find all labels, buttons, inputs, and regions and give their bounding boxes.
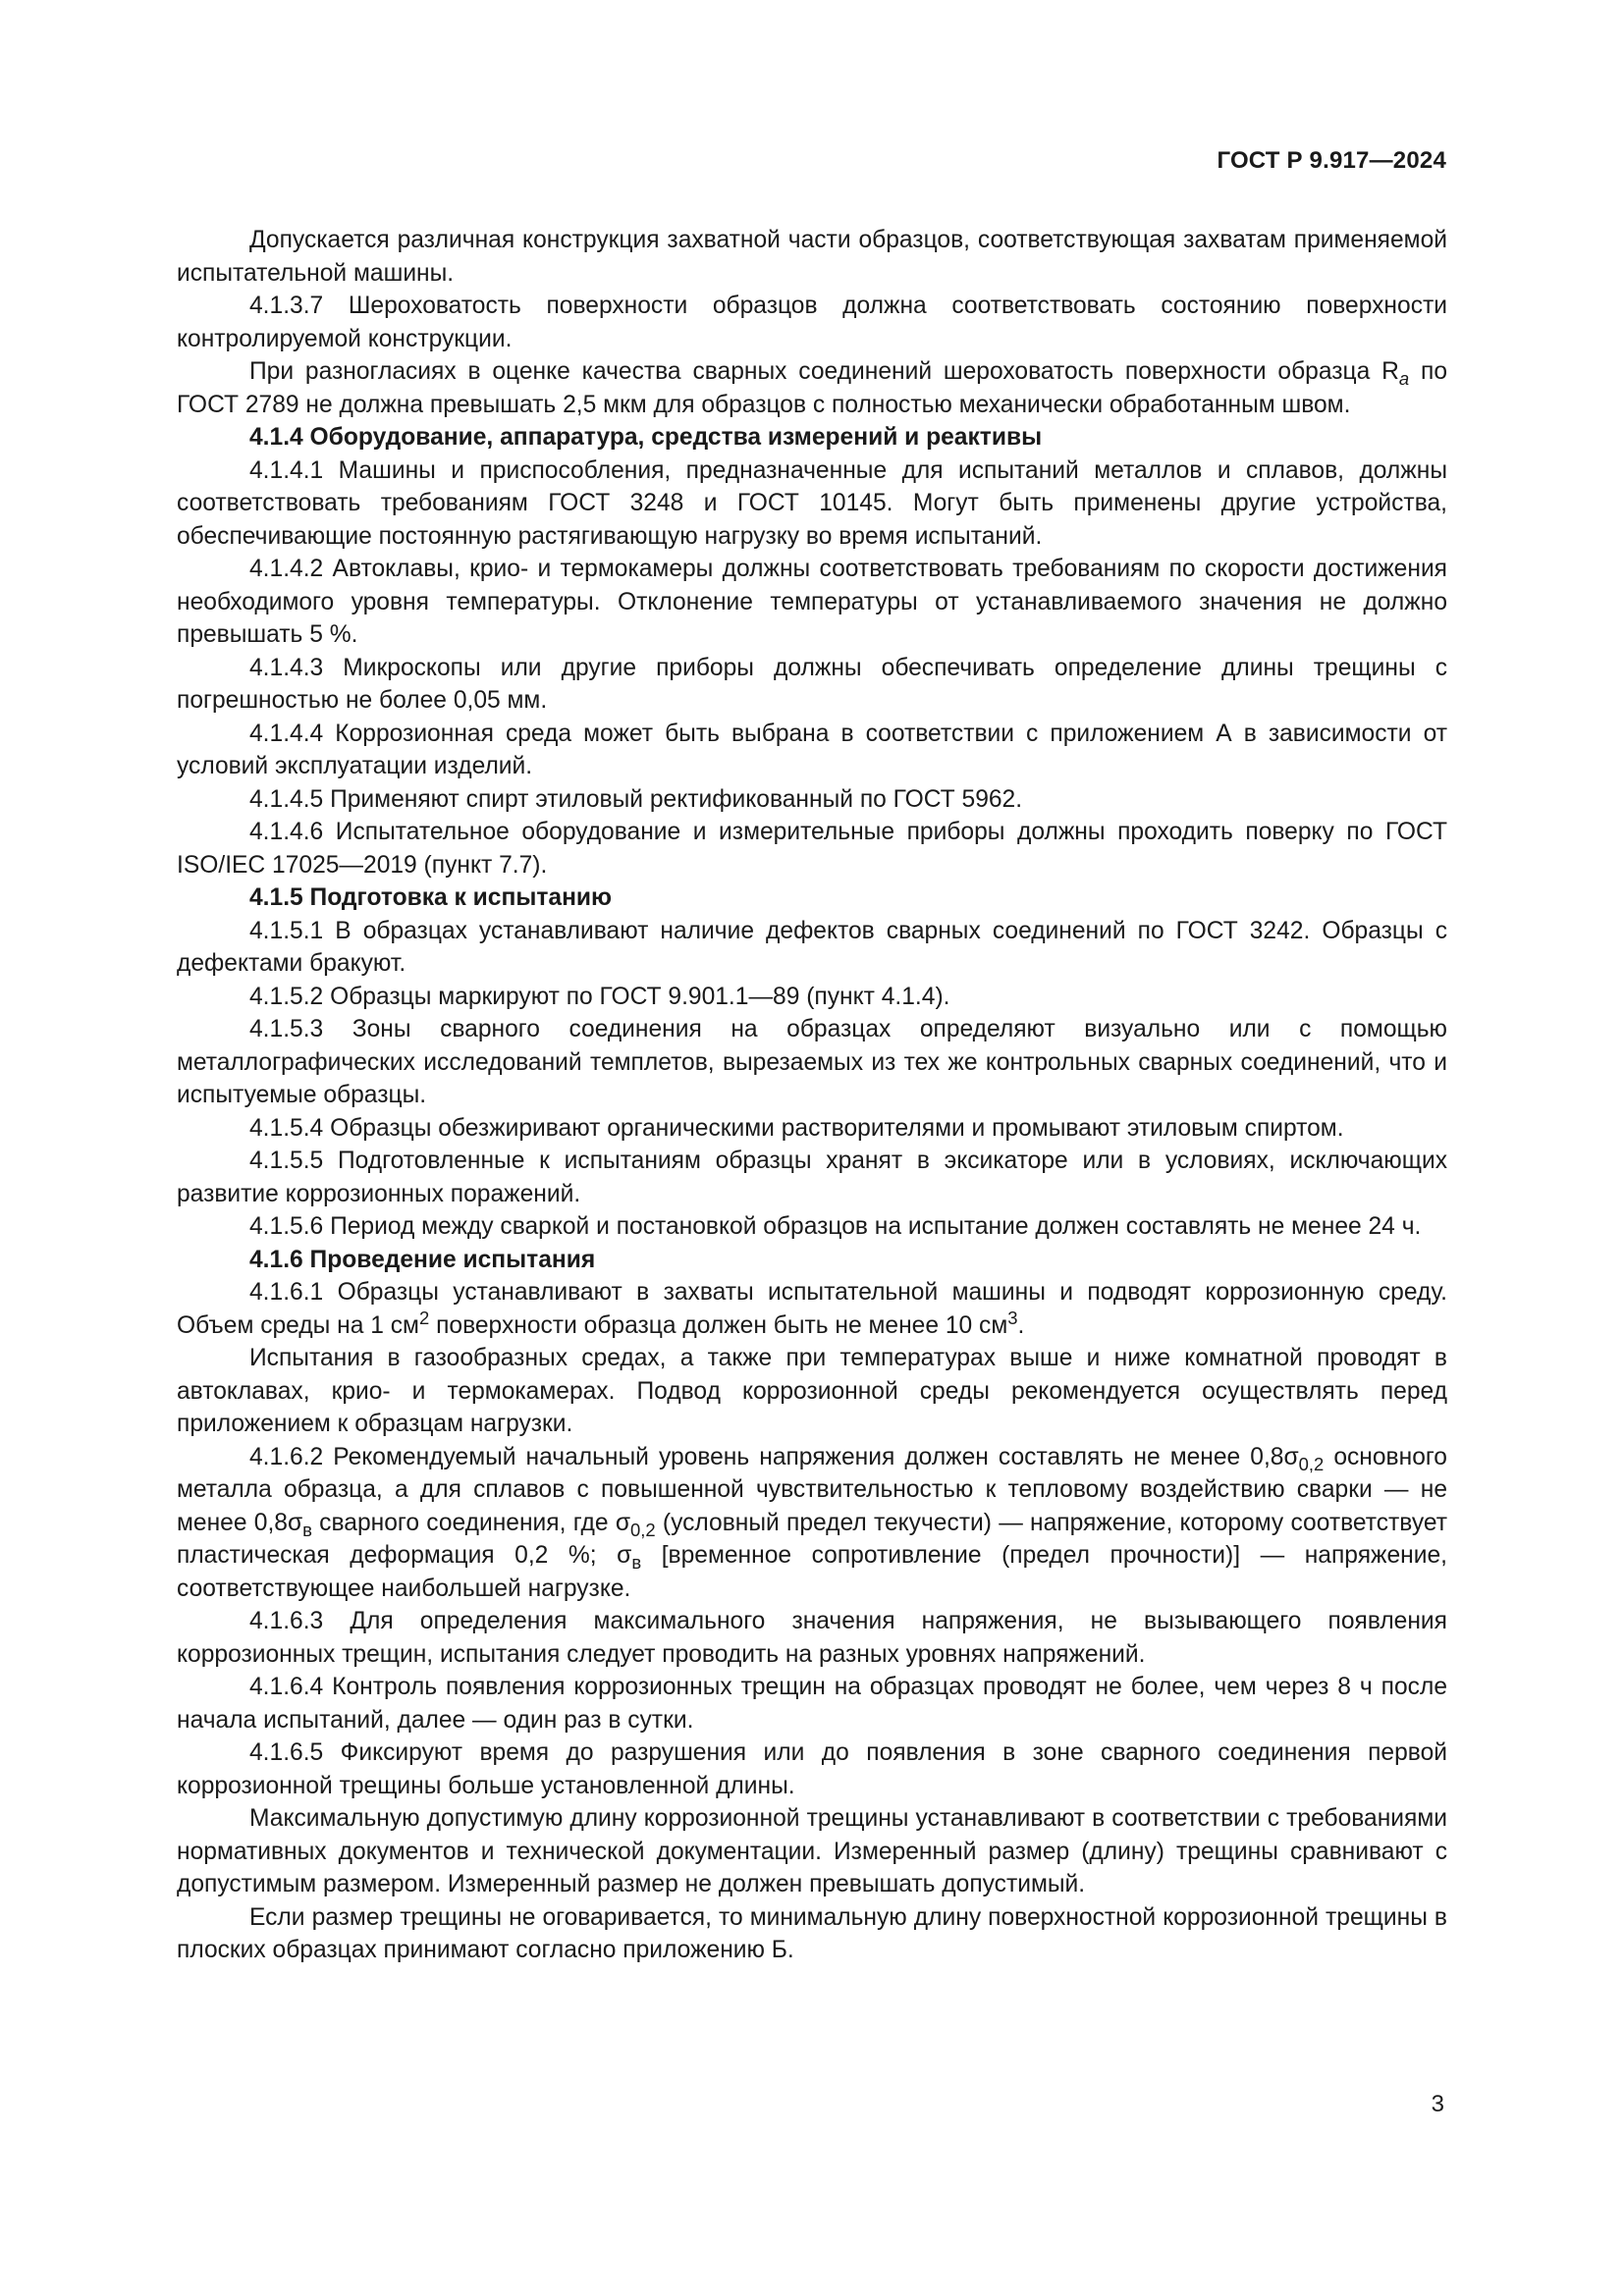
clause-number: 4.1.6.2 <box>249 1443 324 1470</box>
section-heading <box>177 881 1447 915</box>
paragraph <box>177 652 1447 718</box>
clause-number: 4.1.6.1 <box>249 1279 324 1306</box>
paragraph-text: Фиксируют время до разрушения или до появления в зоне сварного соединения первой коррозионной трещины больше установленной длины. <box>177 1739 1447 1799</box>
clause-number: 4.1.3.7 <box>249 293 324 319</box>
paragraph <box>177 1605 1447 1671</box>
paragraph-text: основного металла образца, а для сплавов с повышенной чувствительностью к тепловому воздействию сварки — не менее 0,8σ <box>177 1443 1447 1536</box>
paragraph-text: сварного соединения, где σ <box>311 1509 631 1536</box>
paragraph-text: по ГОСТ 2789 не должна превышать 2,5 мкм для образцов с полностью механически обработанным швом. <box>177 358 1447 418</box>
paragraph-text: Коррозионная среда может быть выбрана в соответствии с приложением А в зависимости от условий эксплуатации изделий. <box>177 720 1447 779</box>
document-code: ГОСТ Р 9.917—2024 <box>1217 147 1446 174</box>
clause-number: 4.1.4.1 <box>249 456 324 484</box>
paragraph <box>177 1901 1447 1967</box>
paragraph-text: Зоны сварного соединения на образцах определяют визуально или с помощью металлографических исследований темплетов, вырезаемых из тех же контрольных сварных соединений, что и испытуемые образцы. <box>177 1016 1447 1108</box>
clause-number: 4.1.4.2 <box>249 556 324 582</box>
subscript: в <box>631 1551 642 1573</box>
page-number: 3 <box>1431 2091 1444 2117</box>
heading-text: Подготовка к испытанию <box>309 884 613 911</box>
subscript: a <box>1398 367 1410 389</box>
clause-number: 4.1.4.3 <box>249 654 324 681</box>
paragraph <box>177 915 1447 981</box>
paragraph <box>177 1342 1447 1441</box>
paragraph <box>177 1736 1447 1802</box>
clause-number: 4.1.5.1 <box>249 917 324 944</box>
subscript: в <box>302 1519 312 1540</box>
paragraph-text: Если размер трещины не оговаривается, то минимальную длину поверхностной коррозионной трещины в плоских образцах принимают согласно приложению Б. <box>177 1903 1447 1963</box>
superscript: 3 <box>1007 1307 1018 1328</box>
clause-number: 4.1.5.4 <box>249 1114 324 1142</box>
paragraph-text: Рекомендуемый начальный уровень напряжения должен составлять не менее 0,8σ <box>333 1443 1299 1470</box>
clause-number: 4.1.6.4 <box>249 1674 324 1700</box>
clause-number: 4.1.6.3 <box>249 1608 324 1634</box>
paragraph <box>177 1210 1447 1244</box>
paragraph <box>177 355 1447 421</box>
paragraph-text: При разногласиях в оценке качества сварных соединений шероховатость поверхности образца R <box>249 358 1399 385</box>
paragraph-text: Испытательное оборудование и измерительные приборы должны проходить поверку по ГОСТ ISO/IEC 17025—2019 (пункт 7.7). <box>177 819 1447 879</box>
paragraph-text: Контроль появления коррозионных трещин на образцах проводят не более, чем через 8 ч после начала испытаний, далее — один раз в сутки. <box>177 1674 1447 1734</box>
document-body <box>177 224 1447 1967</box>
paragraph <box>177 1441 1447 1606</box>
paragraph <box>177 454 1447 554</box>
paragraph <box>177 224 1447 290</box>
clause-number: 4.1.6 <box>249 1246 303 1273</box>
paragraph-text: (условный предел текучести) — напряжение, которому соответствует пластическая деформация 0,2 %; σ <box>177 1509 1447 1569</box>
paragraph <box>177 718 1447 783</box>
paragraph-text: Автоклавы, крио- и термокамеры должны соответствовать требованиям по скорости достижения необходимого уровня температуры. Отклонение температуры от устанавливаемого значения не должно превышать 5 %. <box>177 556 1447 648</box>
paragraph-text: Максимальную допустимую длину коррозионной трещины устанавливают в соответствии с требованиями нормативных документов и технической документации. Измеренный размер (длину) трещины сравнивают с допустимым размером. Измеренный размер не должен превышать допустимый. <box>177 1805 1447 1897</box>
paragraph-text: Для определения максимального значения напряжения, не вызывающего появления коррозионных трещин, испытания следует проводить на разных уровнях напряжений. <box>177 1608 1447 1668</box>
clause-number: 4.1.5.6 <box>249 1213 324 1240</box>
paragraph-text: Допускается различная конструкция захватной части образцов, соответствующая захватам применяемой испытательной машины. <box>177 227 1447 287</box>
clause-number: 4.1.5.5 <box>249 1148 324 1174</box>
paragraph-text: Машины и приспособления, предназначенные для испытаний металлов и сплавов, должны соответствовать требованиям ГОСТ 3248 и ГОСТ 10145. Могут быть применены другие устройства, обеспечивающие постоянную растягивающую нагрузку во время испытаний. <box>177 456 1447 550</box>
clause-number: 4.1.5 <box>249 884 303 911</box>
clause-number: 4.1.4 <box>249 424 303 451</box>
clause-number: 4.1.5.2 <box>249 983 324 1010</box>
paragraph <box>177 816 1447 881</box>
paragraph <box>177 290 1447 355</box>
paragraph-text: поверхности образца должен быть не менее 10 см <box>429 1311 1008 1339</box>
subscript: 0,2 <box>1298 1453 1325 1474</box>
paragraph-text: Образцы маркируют по ГОСТ 9.901.1—89 (пункт 4.1.4). <box>330 983 950 1010</box>
paragraph-text: Образцы устанавливают в захваты испытательной машины и подводят коррозионную среду. Объем среды на 1 см <box>177 1279 1447 1339</box>
clause-number: 4.1.4.4 <box>249 720 324 747</box>
clause-number: 4.1.4.6 <box>249 819 324 845</box>
paragraph <box>177 783 1447 817</box>
clause-number: 4.1.5.3 <box>249 1016 324 1042</box>
paragraph-text: Испытания в газообразных средах, а также при температурах выше и ниже комнатной проводят в автоклавах, крио- и термокамерах. Подвод коррозионной среды рекомендуется осуществлять перед приложением к образцам нагрузки. <box>177 1345 1447 1437</box>
paragraph <box>177 553 1447 652</box>
paragraph-text: Подготовленные к испытаниям образцы хранят в эксикаторе или в условиях, исключающих развитие коррозионных поражений. <box>177 1148 1447 1207</box>
paragraph-text: Период между сваркой и постановкой образцов на испытание должен составлять не менее 24 ч. <box>330 1213 1422 1240</box>
paragraph <box>177 981 1447 1014</box>
heading-text: Проведение испытания <box>309 1246 596 1273</box>
paragraph <box>177 1145 1447 1210</box>
paragraph <box>177 1671 1447 1736</box>
paragraph-text: Образцы обезжиривают органическими растворителями и промывают этиловым спиртом. <box>330 1114 1344 1142</box>
section-heading <box>177 1244 1447 1277</box>
subscript: 0,2 <box>630 1519 656 1540</box>
superscript: 2 <box>418 1307 430 1328</box>
paragraph-text: Шероховатость поверхности образцов должна соответствовать состоянию поверхности контролируемой конструкции. <box>177 293 1447 352</box>
paragraph <box>177 1276 1447 1342</box>
clause-number: 4.1.4.5 <box>249 785 324 813</box>
paragraph-text: Применяют спирт этиловый ректификованный по ГОСТ 5962. <box>330 785 1023 813</box>
paragraph <box>177 1112 1447 1146</box>
clause-number: 4.1.6.5 <box>249 1739 324 1766</box>
paragraph-text: Микроскопы или другие приборы должны обеспечивать определение длины трещины с погрешностью не более 0,05 мм. <box>177 654 1447 714</box>
paragraph-text: [временное сопротивление (предел прочности)] — напряжение, соответствующее наибольшей нагрузке. <box>177 1542 1447 1602</box>
paragraph-text: . <box>1017 1311 1025 1339</box>
paragraph <box>177 1013 1447 1112</box>
paragraph <box>177 1802 1447 1901</box>
heading-text: Оборудование, аппаратура, средства измерений и реактивы <box>309 424 1043 451</box>
paragraph-text: В образцах устанавливают наличие дефектов сварных соединений по ГОСТ 3242. Образцы с дефектами бракуют. <box>177 917 1447 977</box>
section-heading <box>177 421 1447 454</box>
